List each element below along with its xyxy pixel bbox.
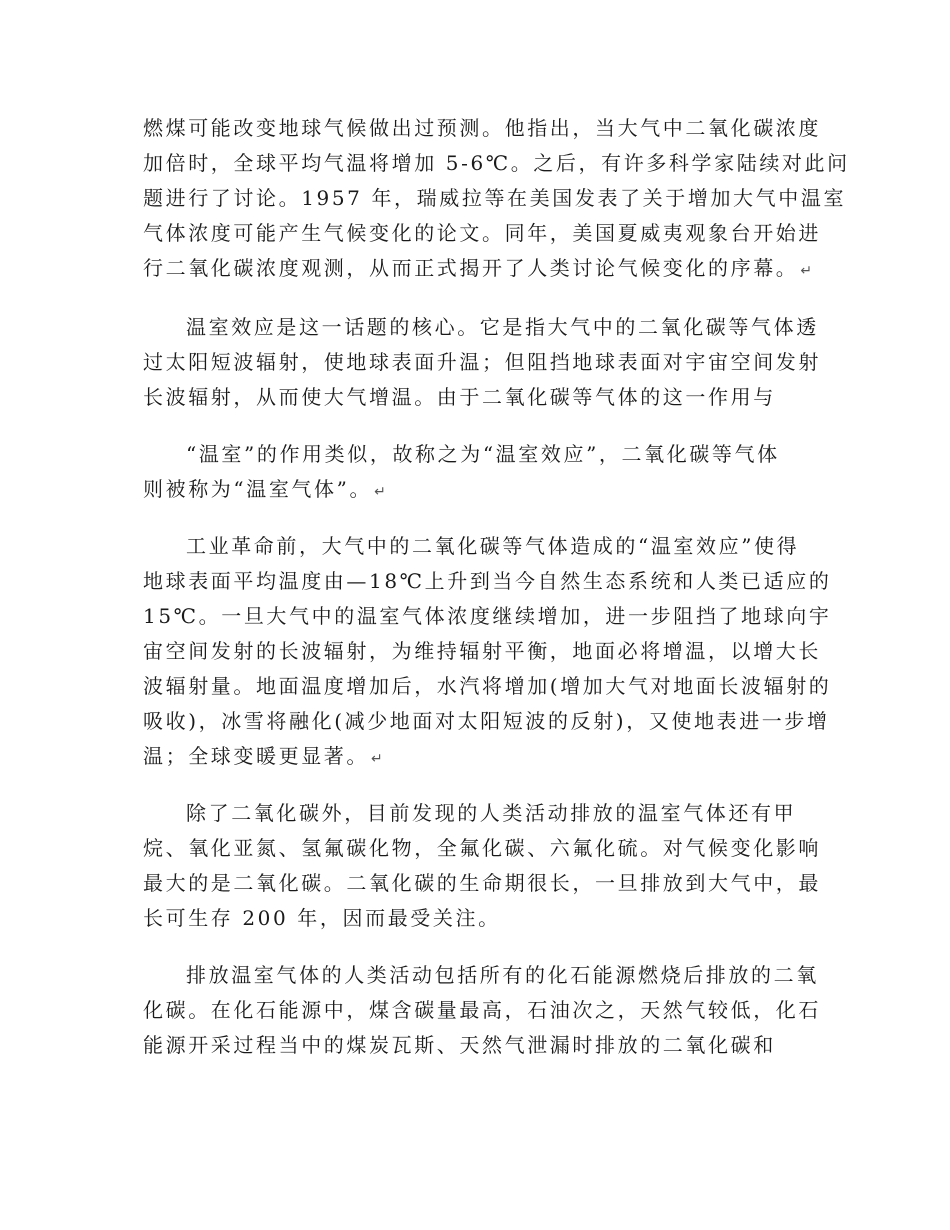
paragraph-4-line-7	[143, 742, 383, 773]
paragraph-mark: ↵	[371, 751, 383, 767]
paragraph-mark: ↵	[800, 263, 813, 279]
paragraph-4-line-3: 15℃。一旦大气中的温室气体浓度继续增加，进一步阻挡了地球向宇	[143, 604, 832, 628]
paragraph-6-line-3: 能源开采过程当中的煤炭瓦斯、天然气泄漏时排放的二氧化碳和	[143, 1033, 776, 1057]
paragraph-1-line-3: 题进行了讨论。1957 年，瑞威拉等在美国发表了关于增加大气中温室	[143, 186, 847, 210]
paragraph-2-line-1: 温室效应是这一话题的核心。它是指大气中的二氧化碳等气体透	[186, 315, 819, 339]
paragraph-2-line-3: 长波辐射，从而使大气增温。由于二氧化碳等气体的这一作用与	[143, 385, 776, 409]
paragraph-4-line-6: 吸收)，冰雪将融化(减少地面对太阳短波的反射)，又使地表进一步增	[143, 709, 830, 733]
paragraph-6-line-1: 排放温室气体的人类活动包括所有的化石能源燃烧后排放的二氧	[186, 963, 819, 987]
paragraph-1-line-2: 加倍时，全球平均气温将增加 5-6℃。之后，有许多科学家陆续对此问	[143, 151, 850, 175]
paragraph-1-line-4: 气体浓度可能产生气候变化的论文。同年，美国夏威夷观象台开始进	[143, 221, 821, 245]
paragraph-4-line-7-text: 温；全球变暖更显著。	[143, 744, 369, 768]
paragraph-2-line-2: 过太阳短波辐射，使地球表面升温；但阻挡地球表面对宇宙空间发射	[143, 350, 821, 374]
paragraph-6-line-2: 化碳。在化石能源中，煤含碳量最高，石油次之，天然气较低，化石	[143, 998, 821, 1022]
paragraph-1-line-5-text: 行二氧化碳浓度观测，从而正式揭开了人类讨论气候变化的序幕。	[143, 256, 799, 280]
paragraph-mark: ↵	[374, 484, 386, 500]
paragraph-1-line-1: 燃煤可能改变地球气候做出过预测。他指出，当大气中二氧化碳浓度	[143, 116, 821, 140]
paragraph-5-line-4: 长可生存 200 年，因而最受关注。	[143, 906, 501, 930]
paragraph-5-line-1: 除了二氧化碳外，目前发现的人类活动排放的温室气体还有甲	[186, 801, 797, 825]
paragraph-3-line-1: “温室”的作用类似，故称之为“温室效应”，二氧化碳等气体	[186, 442, 780, 466]
paragraph-1-line-5	[143, 254, 812, 285]
paragraph-4-line-2: 地球表面平均温度由—18℃上升到当今自然生态系统和人类已适应的	[143, 569, 832, 593]
paragraph-3-line-2	[143, 475, 386, 506]
paragraph-4-line-5: 波辐射量。地面温度增加后，水汽将增加(增加大气对地面长波辐射的	[143, 674, 832, 698]
paragraph-4-line-1: 工业革命前，大气中的二氧化碳等气体造成的“温室效应”使得	[186, 534, 800, 558]
paragraph-5-line-3: 最大的是二氧化碳。二氧化碳的生命期很长，一旦排放到大气中，最	[143, 871, 821, 895]
paragraph-4-line-4: 宙空间发射的长波辐射，为维持辐射平衡，地面必将增温，以增大长	[143, 639, 821, 663]
paragraph-5-line-2: 烷、氧化亚氮、氢氟碳化物，全氟化碳、六氟化硫。对气候变化影响	[143, 836, 821, 860]
paragraph-3-line-2-text: 则被称为“温室气体”。	[143, 477, 373, 501]
